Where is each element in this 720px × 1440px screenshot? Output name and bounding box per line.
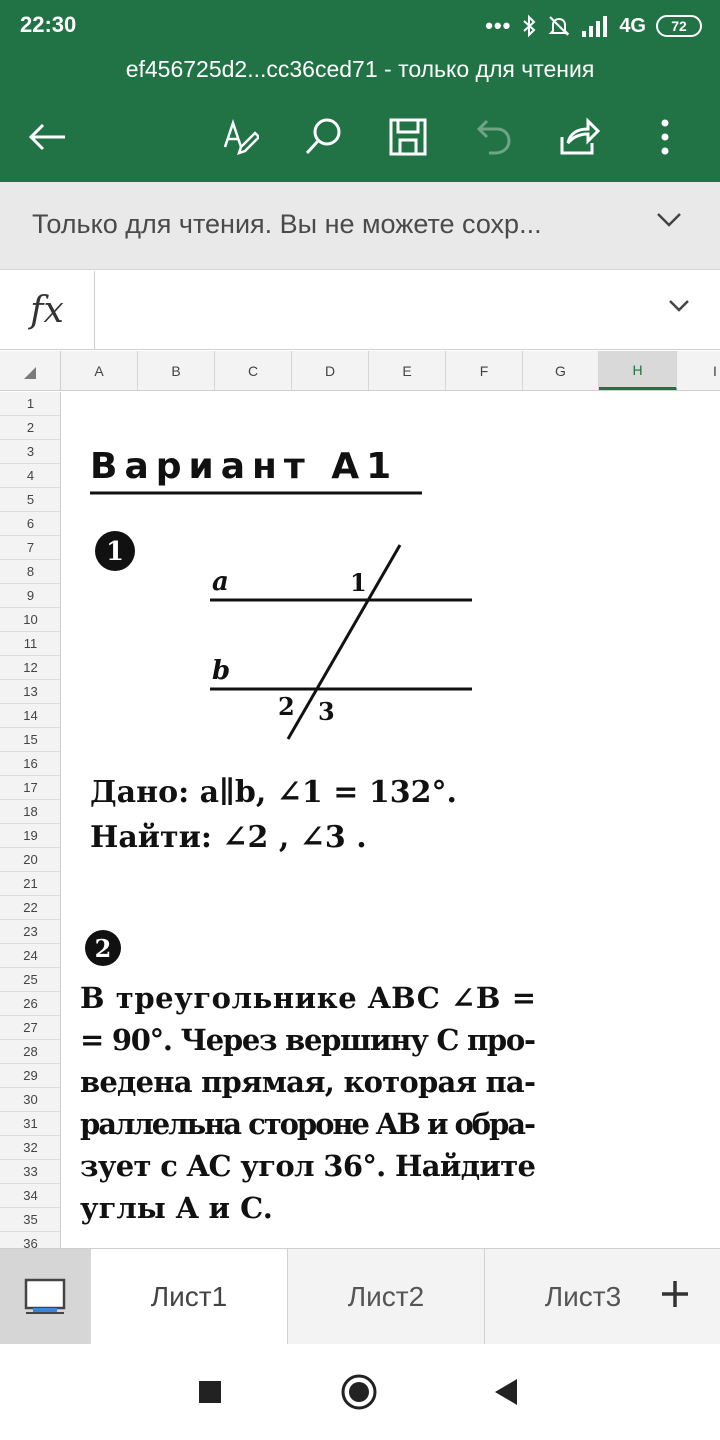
home-icon[interactable] <box>339 1372 379 1412</box>
read-only-message: Только для чтения. Вы не можете сохр... <box>32 209 542 239</box>
formula-input[interactable] <box>100 271 640 350</box>
task1-number: 1 <box>105 537 125 567</box>
sheet-area[interactable] <box>62 392 720 1248</box>
read-only-banner[interactable] <box>0 182 720 270</box>
sheet-view-icon[interactable] <box>0 1249 91 1345</box>
row-header[interactable]: 27 <box>0 1016 61 1040</box>
sheet-tab-1[interactable]: Лист1 <box>91 1249 288 1345</box>
row-header[interactable]: 15 <box>0 728 61 752</box>
row-header[interactable]: 21 <box>0 872 61 896</box>
app-bar <box>0 0 720 182</box>
row-header[interactable]: 31 <box>0 1112 61 1136</box>
row-header[interactable]: 11 <box>0 632 61 656</box>
column-header-a[interactable]: A <box>61 351 138 391</box>
system-nav-bar <box>0 1344 720 1440</box>
worksheet-image <box>62 392 720 1248</box>
recent-apps-icon[interactable] <box>190 1372 230 1412</box>
task2-line: = 90°. Через вершину C про- <box>80 1023 536 1057</box>
battery-indicator: 72 <box>656 15 702 37</box>
angle-3-label: 3 <box>318 697 335 726</box>
line-a-label: a <box>212 567 229 597</box>
angle-1-label: 1 <box>350 568 367 597</box>
angle-2-label: 2 <box>278 692 295 721</box>
document-title: ef456725d2...cc36ced71 - только для чтения <box>125 56 595 82</box>
save-icon[interactable] <box>383 112 433 162</box>
row-header[interactable]: 35 <box>0 1208 61 1232</box>
undo-icon[interactable] <box>468 112 518 162</box>
fx-label[interactable]: fx <box>0 271 95 350</box>
row-header[interactable]: 2 <box>0 416 61 440</box>
row-header[interactable]: 3 <box>0 440 61 464</box>
column-header-c[interactable]: C <box>215 351 292 391</box>
row-header[interactable]: 26 <box>0 992 61 1016</box>
task1-number-badge <box>95 531 135 571</box>
task2-line: ведена прямая, которая па- <box>80 1065 536 1099</box>
bluetooth-icon <box>521 14 537 38</box>
row-header[interactable]: 25 <box>0 968 61 992</box>
network-type: 4G <box>619 14 646 37</box>
worksheet-heading: Вариант А1 <box>90 446 399 487</box>
row-header[interactable]: 5 <box>0 488 61 512</box>
row-header[interactable]: 20 <box>0 848 61 872</box>
sheet-tab-3[interactable]: Лист3 <box>544 1281 622 1312</box>
task2-line: В треугольнике ABC ∠B = <box>80 981 536 1015</box>
row-header[interactable]: 14 <box>0 704 61 728</box>
plus-icon[interactable] <box>660 1279 690 1309</box>
row-header[interactable]: 34 <box>0 1184 61 1208</box>
share-icon[interactable] <box>554 112 604 162</box>
mute-icon <box>547 14 571 38</box>
task2-number: 2 <box>94 934 112 963</box>
more-icon[interactable] <box>640 112 690 162</box>
status-time: 22:30 <box>20 12 77 37</box>
row-header[interactable]: 18 <box>0 800 61 824</box>
formula-bar <box>0 271 720 350</box>
task1-find: Найти: ∠2 , ∠3 . <box>90 820 367 855</box>
column-header-i[interactable]: I <box>677 351 720 391</box>
line-b-label: b <box>212 656 231 686</box>
row-header[interactable]: 1 <box>0 392 61 416</box>
task2-text <box>80 981 536 1225</box>
column-header-b[interactable]: B <box>138 351 215 391</box>
task2-line: углы A и C. <box>80 1191 273 1225</box>
status-dots: ••• <box>485 13 512 38</box>
select-all-corner[interactable] <box>0 351 61 391</box>
status-icons <box>485 12 702 40</box>
task1-given: Дано: a∥b, ∠1 = 132°. <box>90 775 457 810</box>
status-bar <box>0 0 720 50</box>
toolbar <box>0 100 720 172</box>
row-header[interactable]: 19 <box>0 824 61 848</box>
row-header[interactable]: 7 <box>0 536 61 560</box>
column-header-g[interactable]: G <box>523 351 599 391</box>
row-header[interactable]: 32 <box>0 1136 61 1160</box>
formula-expand-icon[interactable] <box>668 299 690 318</box>
task2-line: зует с AC угол 36°. Найдите <box>80 1149 536 1183</box>
row-header[interactable]: 22 <box>0 896 61 920</box>
transversal-line <box>288 545 400 739</box>
row-header[interactable]: 17 <box>0 776 61 800</box>
row-header[interactable]: 13 <box>0 680 61 704</box>
row-headers <box>0 392 61 1248</box>
row-header[interactable]: 28 <box>0 1040 61 1064</box>
column-header-h[interactable]: H <box>599 351 677 391</box>
row-header[interactable]: 30 <box>0 1088 61 1112</box>
row-header[interactable]: 24 <box>0 944 61 968</box>
column-headers <box>0 351 720 391</box>
pen-icon[interactable] <box>214 112 264 162</box>
row-header[interactable]: 8 <box>0 560 61 584</box>
row-header[interactable]: 16 <box>0 752 61 776</box>
chevron-down-icon[interactable] <box>656 212 682 233</box>
row-header[interactable]: 9 <box>0 584 61 608</box>
search-icon[interactable] <box>298 112 348 162</box>
row-header[interactable]: 23 <box>0 920 61 944</box>
row-header[interactable]: 4 <box>0 464 61 488</box>
task2-line: раллельна стороне AB и обра- <box>80 1107 536 1141</box>
row-header[interactable]: 6 <box>0 512 61 536</box>
row-header[interactable]: 29 <box>0 1064 61 1088</box>
row-header[interactable]: 36 <box>0 1232 61 1248</box>
row-header[interactable]: 12 <box>0 656 61 680</box>
signal-icon <box>581 15 609 37</box>
task2-number-badge <box>85 930 121 966</box>
row-header[interactable]: 33 <box>0 1160 61 1184</box>
row-header[interactable]: 10 <box>0 608 61 632</box>
back-arrow-icon[interactable] <box>22 112 72 162</box>
back-icon[interactable] <box>486 1372 526 1412</box>
sheet-tab-2[interactable]: Лист2 <box>288 1249 485 1345</box>
column-header-d[interactable]: D <box>292 351 369 391</box>
column-header-e[interactable]: E <box>369 351 446 391</box>
column-header-f[interactable]: F <box>446 351 523 391</box>
sheet-tabs-bar <box>0 1248 720 1344</box>
